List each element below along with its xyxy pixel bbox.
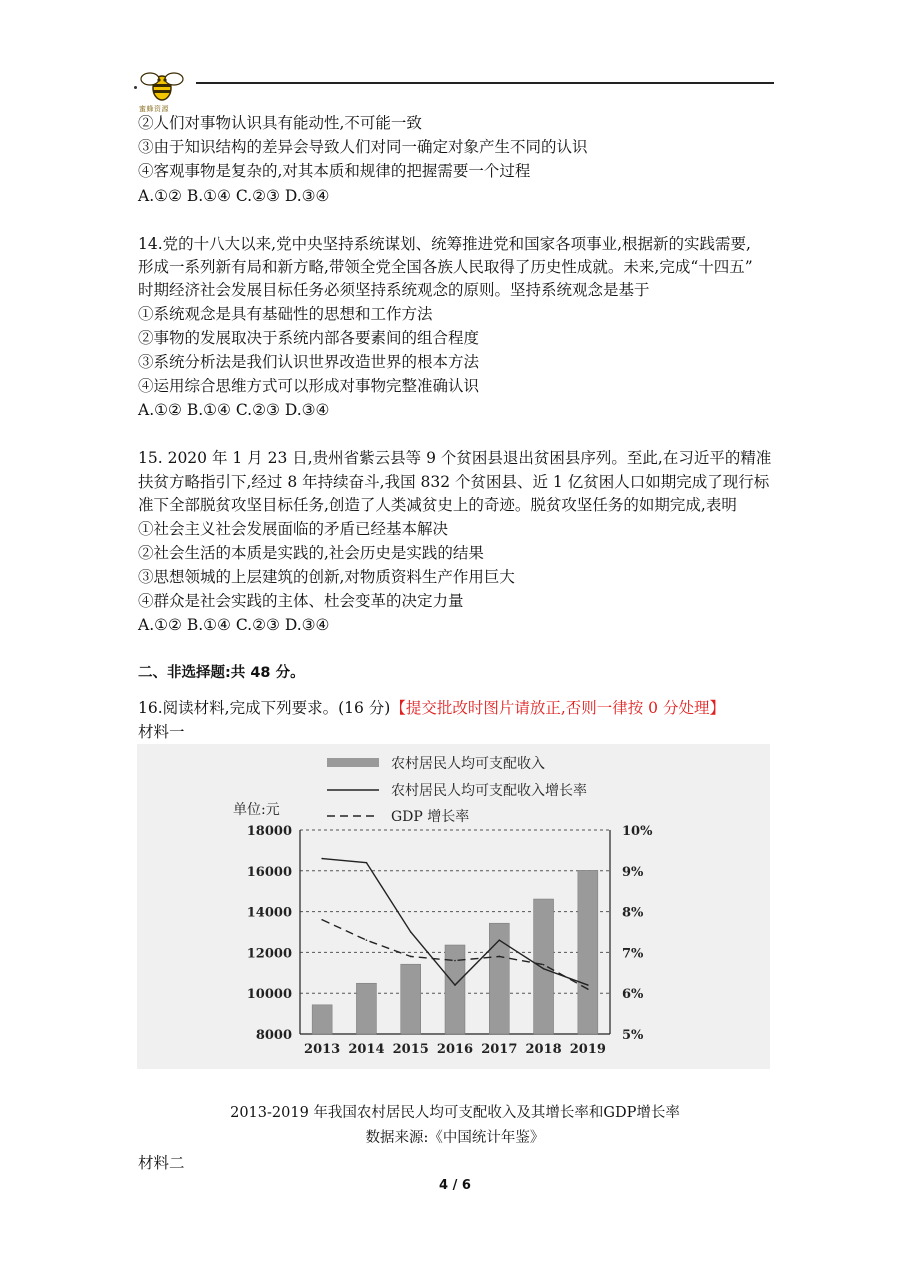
q14-option-4: ④运用综合思维方式可以形成对事物完整准确认识	[138, 377, 480, 395]
income-growth-point	[321, 858, 323, 860]
x-tick-label: 2015	[392, 1042, 429, 1057]
q16-stem-text: 16.阅读材料,完成下列要求。(16 分)	[138, 699, 391, 717]
q14-choices: A.①② B.①④ C.②③ D.③④	[138, 401, 330, 419]
gdp-growth-point	[321, 919, 323, 921]
q14-stem-line-3: 时期经济社会发展目标任务必须坚持系统观念的原则。坚持系统观念是基于	[138, 281, 650, 299]
q15-option-3: ③思想领城的上层建筑的创新,对物质资料生产作用巨大	[138, 568, 515, 586]
gdp-growth-point	[543, 964, 545, 966]
x-tick-label: 2018	[525, 1042, 562, 1057]
q15-stem-line-3: 准下全部脱贫攻坚目标任务,创造了人类减贫史上的奇迹。脱贫攻坚任务的如期完成,表明	[138, 496, 737, 514]
left-tick-label: 18000	[246, 824, 292, 839]
header-rule	[196, 82, 774, 84]
bar-2015	[401, 964, 421, 1034]
left-tick-label: 8000	[255, 1028, 292, 1043]
q14-option-2: ②事物的发展取决于系统内部各要素间的组合程度	[138, 329, 480, 347]
x-tick-label: 2017	[481, 1042, 518, 1057]
q14-stem-line-2: 形成一系列新有局和新方略,带领全党全国各族人民取得了历史性成就。未来,完成“十四五”	[138, 258, 753, 276]
gdp-growth-point	[366, 939, 368, 941]
bar-2014	[356, 983, 376, 1034]
q16-notice: 【提交批改时图片请放正,否则一律按 0 分处理】	[390, 699, 725, 717]
right-tick-label: 5%	[622, 1028, 644, 1043]
left-tick-label: 10000	[246, 987, 292, 1003]
income-growth-point	[366, 862, 368, 864]
right-tick-label: 7%	[622, 946, 644, 962]
x-tick-label: 2019	[569, 1042, 606, 1057]
left-tick-label: 14000	[246, 905, 292, 921]
legend-dashed-label: GDP 增长率	[391, 809, 470, 825]
page-number: 4 / 6	[439, 1178, 471, 1193]
margin-dot	[134, 86, 137, 89]
x-tick-label: 2013	[304, 1042, 341, 1057]
material-2-label: 材料二	[138, 1154, 185, 1172]
logo-caption: 蜜蜂资源	[139, 105, 169, 113]
q15-option-4: ④群众是社会实践的主体、杜会变革的决定力量	[138, 592, 464, 610]
chart-caption-source: 数据来源:《中国统计年鉴》	[365, 1130, 545, 1146]
income-growth-point	[543, 968, 545, 970]
chart-figure	[137, 744, 770, 1069]
bar-2016	[445, 945, 465, 1034]
income-growth-point	[410, 931, 412, 933]
q13-option-3: ③由于知识结构的差异会导致人们对同一确定对象产生不同的认识	[138, 138, 588, 156]
bar-2019	[578, 870, 598, 1034]
q14-option-3: ③系统分析法是我们认识世界改造世界的根本方法	[138, 353, 480, 371]
left-axis-label: 单位:元	[233, 802, 280, 818]
q13-choices: A.①② B.①④ C.②③ D.③④	[138, 187, 330, 205]
q15-option-1: ①社会主义社会发展面临的矛盾已经基本解决	[138, 520, 449, 538]
left-tick-label: 12000	[246, 946, 292, 962]
income-growth-point	[498, 939, 500, 941]
bar-2013	[312, 1005, 332, 1034]
q15-option-2: ②社会生活的本质是实践的,社会历史是实践的结果	[138, 544, 484, 562]
q14-option-1: ①系统观念是具有基础性的思想和工作方法	[138, 305, 433, 323]
q14-stem-line-1: 14.党的十八大以来,党中央坚持系统谋划、统筹推进党和国家各项事业,根据新的实践需要,	[138, 235, 751, 253]
material-1-label: 材料一	[138, 723, 185, 741]
gdp-growth-point	[454, 960, 456, 962]
chart-svg	[137, 744, 770, 1069]
gdp-growth-point	[587, 988, 589, 990]
income-growth-point	[587, 984, 589, 986]
legend-bar-swatch	[327, 758, 379, 767]
x-tick-label: 2016	[436, 1042, 474, 1057]
right-tick-label: 10%	[622, 824, 653, 839]
q15-stem-line-1: 15. 2020 年 1 月 23 日,贵州省紫云县等 9 个贫困县退出贫困县序列。至此,在习近平的精准	[138, 449, 772, 467]
x-tick-label: 2014	[348, 1042, 385, 1057]
income-growth-point	[454, 984, 456, 986]
right-tick-label: 8%	[622, 905, 644, 921]
legend-solid-label: 农村居民人均可支配收入增长率	[391, 783, 587, 799]
gdp-growth-point	[498, 956, 500, 958]
q15-choices: A.①② B.①④ C.②③ D.③④	[138, 616, 330, 634]
section-2-title: 二、非选择题:共 48 分。	[138, 665, 305, 681]
gdp-growth-point	[410, 956, 412, 958]
bar-2018	[534, 899, 554, 1034]
legend-bar-label: 农村居民人均可支配收入	[391, 756, 545, 772]
q15-stem-line-2: 扶贫方略指引下,经过 8 年持续奋斗,我国 832 个贫困县、近 1 亿贫困人口如期完成了现行标	[138, 473, 770, 491]
right-tick-label: 9%	[622, 864, 644, 880]
chart-caption-title: 2013-2019 年我国农村居民人均可支配收入及其增长率和GDP增长率	[230, 1105, 680, 1121]
q16-stem	[138, 698, 725, 718]
q13-option-4: ④客观事物是复杂的,对其本质和规律的把握需要一个过程	[138, 162, 531, 180]
right-tick-label: 6%	[622, 987, 644, 1003]
q13-option-2: ②人们对事物认识具有能动性,不可能一致	[138, 114, 422, 132]
left-tick-label: 16000	[246, 864, 292, 880]
